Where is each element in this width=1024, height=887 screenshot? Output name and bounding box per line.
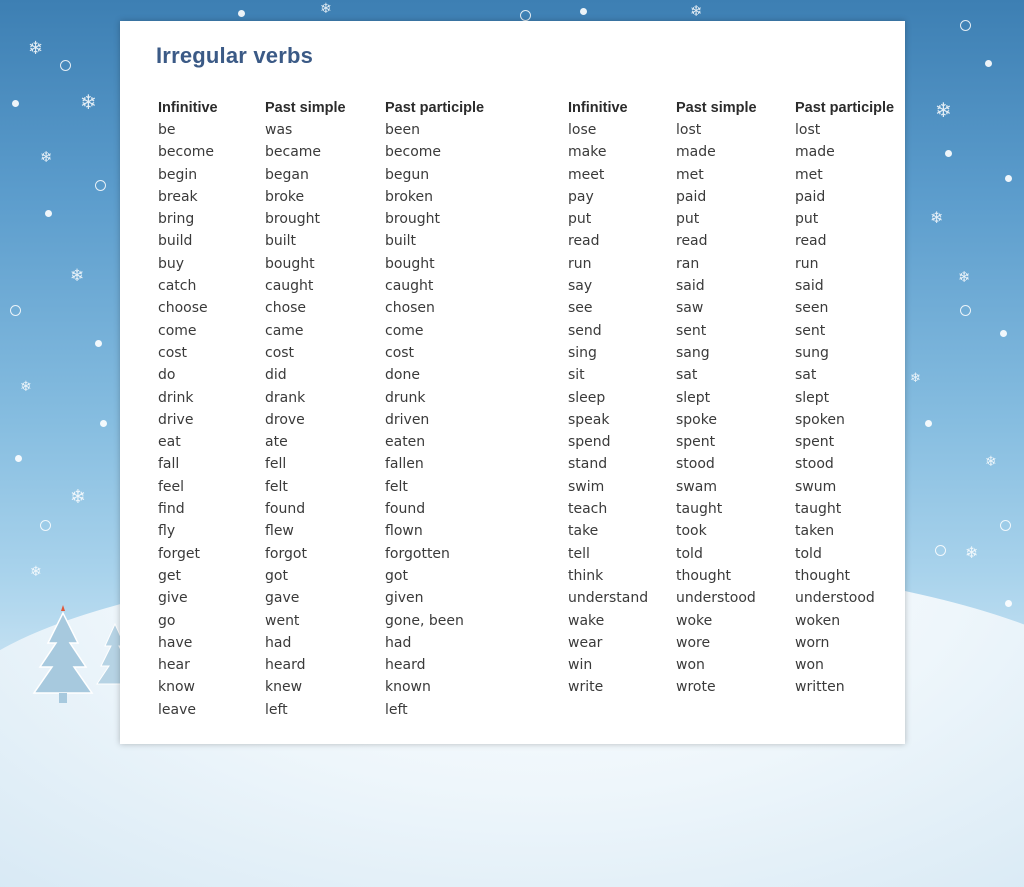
verb-form: became (265, 144, 322, 161)
verb-form: hear (158, 657, 190, 674)
verb-form: become (385, 144, 442, 161)
verb-form: was (265, 122, 293, 138)
verb-form: driven (385, 411, 430, 428)
verb-form: broke (265, 188, 305, 205)
snowflake-icon: ❄ (985, 454, 997, 470)
snow-ring (520, 10, 531, 21)
verb-form: put (795, 211, 819, 228)
verb-form: won (795, 657, 824, 674)
verb-form: take (568, 523, 599, 540)
verb-form: know (158, 679, 195, 696)
verb-form: been (385, 122, 420, 138)
snow-dot (238, 10, 245, 17)
verb-form: sit (568, 367, 585, 384)
verb-form: drunk (385, 389, 426, 406)
verb-form: left (265, 701, 288, 718)
verb-form: write (568, 679, 604, 696)
verb-form: sleep (568, 389, 606, 406)
verb-form: read (676, 233, 708, 250)
snow-dot (925, 420, 932, 427)
verb-form: came (265, 322, 304, 339)
snowflake-icon: ❄ (20, 379, 32, 395)
snowflake-icon: ❄ (930, 208, 944, 227)
verb-form: gone, been (385, 612, 464, 629)
column-header: Past participle (795, 100, 895, 116)
snow-dot (100, 420, 107, 427)
snowflake-icon: ❄ (70, 266, 85, 286)
verb-form: find (158, 501, 185, 518)
verb-form: do (158, 367, 176, 384)
verb-form: stood (795, 456, 834, 473)
verb-form: understood (676, 590, 756, 607)
verb-form: heard (385, 657, 426, 674)
verb-form: made (795, 144, 835, 161)
snow-dot (945, 150, 952, 157)
verb-form: told (795, 545, 822, 562)
verb-form: run (795, 255, 819, 272)
verb-form: chosen (385, 300, 435, 317)
word-list (676, 119, 757, 699)
verb-form: forgotten (385, 545, 450, 562)
verb-form: gave (265, 590, 300, 607)
pine-tree-icon (28, 605, 98, 705)
verb-form: read (568, 233, 600, 250)
verb-form: forgot (265, 545, 307, 562)
snow-dot (15, 455, 22, 462)
verb-form: slept (676, 389, 711, 406)
word-list (568, 119, 648, 699)
verb-form: worn (795, 634, 830, 651)
verb-form: knew (265, 679, 303, 696)
verb-form: put (676, 211, 700, 228)
snow-ring (960, 305, 971, 316)
verb-form: bring (158, 211, 195, 228)
verb-form: understand (568, 590, 649, 607)
verb-form: eat (158, 434, 181, 451)
verb-form: put (568, 211, 592, 228)
verb-form: make (568, 144, 607, 161)
verb-form: give (158, 590, 188, 607)
verb-form: saw (676, 300, 704, 317)
verb-form: drank (265, 389, 306, 406)
column-past-simple-1 (265, 97, 346, 721)
verb-form: fell (265, 456, 287, 473)
verb-form: wore (676, 634, 711, 651)
snowflake-icon: ❄ (80, 90, 97, 114)
verb-form: run (568, 255, 592, 272)
verb-form: caught (265, 278, 314, 295)
snow-dot (580, 8, 587, 15)
verb-form: bought (385, 255, 435, 272)
verb-form: become (158, 144, 215, 161)
verb-form: wear (568, 634, 603, 651)
snowflake-icon: ❄ (958, 268, 971, 286)
verb-form: spent (676, 434, 716, 451)
verb-form: thought (676, 567, 732, 584)
snow-dot (95, 340, 102, 347)
verb-form: heard (265, 657, 306, 674)
column-header: Past simple (265, 100, 346, 116)
verb-form: send (568, 322, 602, 339)
verb-form: began (265, 166, 309, 183)
page-title: Irregular verbs (156, 43, 314, 68)
verb-form: met (676, 166, 704, 183)
verb-form: eaten (385, 434, 426, 451)
verb-form: break (158, 188, 198, 205)
verb-form: did (265, 367, 287, 384)
column-header: Infinitive (568, 100, 628, 116)
verb-form: read (795, 233, 827, 250)
verb-form: get (158, 567, 181, 584)
verb-form: took (676, 523, 707, 540)
snowflake-icon: ❄ (910, 371, 921, 386)
verb-form: cost (385, 344, 415, 361)
verb-form: cost (158, 344, 188, 361)
snow-ring (1000, 520, 1011, 531)
snow-dot (1005, 175, 1012, 182)
verb-form: sat (795, 367, 817, 384)
verb-form: broken (385, 188, 433, 205)
column-header: Infinitive (158, 100, 218, 116)
column-past-simple-2 (676, 97, 757, 699)
verb-form: given (385, 590, 424, 607)
verb-form: left (385, 701, 408, 718)
verb-form: spend (568, 434, 611, 451)
verb-form: felt (385, 478, 408, 495)
verb-form: build (158, 233, 193, 250)
verb-form: got (265, 567, 288, 584)
verb-form: lost (676, 122, 702, 138)
verb-form: known (385, 679, 431, 696)
verb-form: said (676, 278, 705, 295)
verb-form: written (795, 679, 845, 696)
snowflake-icon: ❄ (965, 543, 979, 562)
verb-form: sing (568, 344, 597, 361)
verb-form: see (568, 300, 593, 317)
snowflake-icon: ❄ (40, 148, 53, 166)
column-header: Past participle (385, 100, 485, 116)
verb-form: had (265, 634, 292, 651)
verb-form: swum (795, 478, 837, 495)
snow-ring (10, 305, 21, 316)
verb-form: tell (568, 545, 590, 562)
word-list (158, 119, 218, 721)
verb-form: think (568, 567, 604, 584)
verb-form: ate (265, 434, 288, 451)
verb-form: ran (676, 255, 700, 272)
verb-form: built (265, 233, 297, 250)
word-list (385, 119, 484, 721)
verb-form: come (385, 322, 424, 339)
verb-form: flew (265, 523, 294, 540)
verb-form: slept (795, 389, 830, 406)
verb-form: fall (158, 456, 180, 473)
verb-form: sat (676, 367, 698, 384)
verb-form: taken (795, 523, 835, 540)
verb-form: made (676, 144, 716, 161)
verb-form: found (385, 501, 426, 518)
verb-form: swam (676, 478, 717, 495)
verb-form: cost (265, 344, 295, 361)
verb-form: feel (158, 478, 185, 495)
snow-ring (960, 20, 971, 31)
verb-form: teach (568, 501, 608, 518)
verb-form: spoke (676, 411, 717, 428)
verb-form: catch (158, 278, 197, 295)
verb-form: chose (265, 300, 307, 317)
verb-form: flown (385, 523, 423, 540)
verb-form: stand (568, 456, 608, 473)
snowflake-icon: ❄ (320, 1, 332, 17)
verb-form: brought (385, 211, 441, 228)
verb-form: stood (676, 456, 715, 473)
verb-form: drove (265, 411, 305, 428)
column-infinitive-2 (568, 97, 648, 699)
verb-form: went (265, 612, 300, 629)
verb-form: lose (568, 122, 597, 138)
verb-form: sent (676, 322, 707, 339)
verb-form: lost (795, 122, 821, 138)
verb-form: be (158, 122, 176, 138)
verb-form: go (158, 612, 176, 629)
verb-form: wake (568, 612, 605, 629)
snow-ring (935, 545, 946, 556)
verb-form: won (676, 657, 705, 674)
verb-form: come (158, 322, 197, 339)
snowflake-icon: ❄ (690, 2, 703, 20)
snowflake-icon: ❄ (935, 98, 952, 122)
verb-form: taught (676, 501, 723, 518)
verb-form: have (158, 634, 193, 651)
column-past-participle-1 (385, 97, 484, 721)
verb-form: choose (158, 300, 208, 317)
word-list (265, 119, 346, 721)
verb-form: sent (795, 322, 826, 339)
verb-form: drink (158, 389, 194, 406)
verb-form: speak (568, 411, 610, 428)
verb-form: bought (265, 255, 315, 272)
verb-form: win (568, 657, 593, 674)
verb-form: sung (795, 344, 829, 361)
verb-form: paid (795, 188, 826, 205)
column-past-participle-2 (795, 97, 894, 699)
verb-form: told (676, 545, 703, 562)
snow-ring (40, 520, 51, 531)
verb-form: buy (158, 255, 185, 272)
verb-form: paid (676, 188, 707, 205)
verb-form: meet (568, 166, 605, 183)
verb-form: begun (385, 166, 430, 183)
word-list (795, 119, 894, 699)
verb-form: understood (795, 590, 875, 607)
snow-dot (1000, 330, 1007, 337)
snow-ring (60, 60, 71, 71)
verb-form: woken (795, 612, 841, 629)
verb-form: swim (568, 478, 605, 495)
verb-form: leave (158, 701, 196, 718)
snow-dot (985, 60, 992, 67)
verb-form: done (385, 367, 420, 384)
verb-form: begin (158, 166, 198, 183)
verb-form: seen (795, 300, 829, 317)
verb-form: said (795, 278, 824, 295)
snow-dot (1005, 600, 1012, 607)
verb-form: sang (676, 344, 710, 361)
snowflake-icon: ❄ (70, 486, 86, 508)
snow-ring (95, 180, 106, 191)
verb-form: thought (795, 567, 851, 584)
verb-form: got (385, 567, 408, 584)
verb-form: caught (385, 278, 434, 295)
verb-form: brought (265, 211, 321, 228)
verb-form: fallen (385, 456, 424, 473)
verb-form: woke (676, 612, 713, 629)
verb-form: spoken (795, 411, 845, 428)
verb-form: taught (795, 501, 842, 518)
verbs-panel (120, 21, 905, 744)
column-infinitive-1 (158, 97, 218, 721)
verb-form: felt (265, 478, 288, 495)
verb-form: forget (158, 545, 200, 562)
verb-form: pay (568, 188, 594, 205)
verb-form: say (568, 278, 593, 295)
snowflake-icon: ❄ (28, 38, 44, 59)
snow-dot (12, 100, 19, 107)
verb-form: had (385, 634, 412, 651)
verb-form: found (265, 501, 306, 518)
verb-form: spent (795, 434, 835, 451)
column-header: Past simple (676, 100, 757, 116)
snowflake-icon: ❄ (30, 564, 42, 580)
verb-form: fly (158, 523, 176, 540)
verb-form: met (795, 166, 823, 183)
verb-form: built (385, 233, 417, 250)
verb-form: wrote (676, 679, 716, 696)
snow-dot (45, 210, 52, 217)
verb-form: drive (158, 411, 194, 428)
